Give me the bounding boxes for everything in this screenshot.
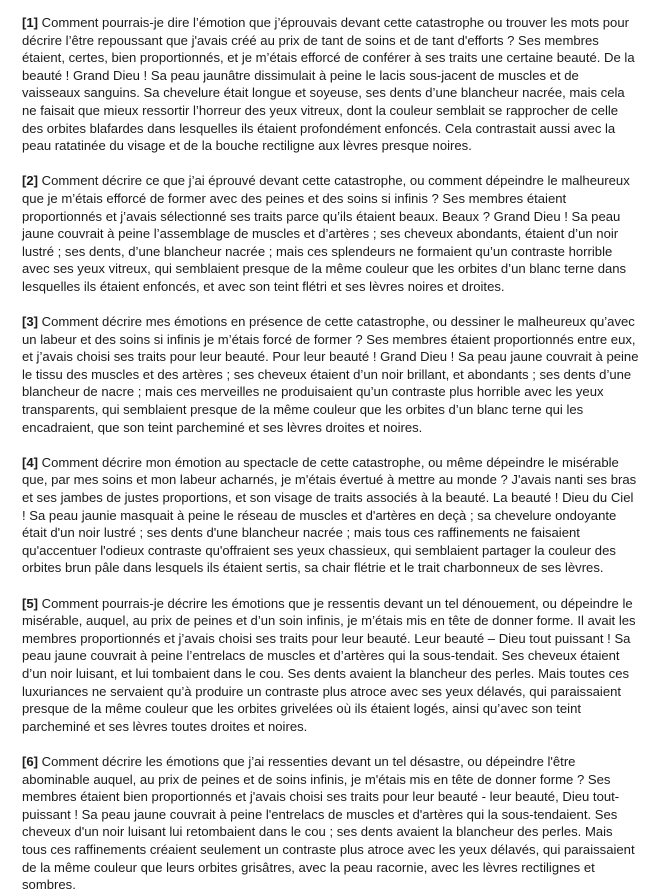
paragraph-2	[22, 172, 640, 295]
paragraph-number: [5]	[22, 595, 39, 611]
paragraph-text: Comment décrire mes émotions en présence de cette catastrophe, ou dessiner le malheureux qu’avec un labeur et des soins si infinis je m’étais forcé de former ? Ses membres étaient proportionnés entre eux, et j’avais choisi ses traits pour leur beauté. Pour leur beauté ! Grand Dieu ! Sa peau jaune couvrait à peine le tissu des muscles et des artères ; ses cheveux étaient d’un noir brillant, et abondants ; ses dents d’une blancheur de nacre ; mais ces merveilles ne produisaient qu’un contraste plus horrible avec les yeux transparents, qui semblaient presque de la même couleur que les orbites d’un blanc terne qui les encadraient, que son teint parcheminé et ses lèvres droites et noires.	[22, 314, 639, 435]
paragraph-number: [4]	[22, 454, 39, 470]
paragraph-6	[22, 753, 640, 894]
paragraph-1	[22, 14, 640, 155]
paragraph-number: [2]	[22, 173, 39, 189]
paragraph-text: Comment pourrais-je dire l’émotion que j’éprouvais devant cette catastrophe ou trouver les mots pour décrire l’être repoussant que j'avais créé au prix de tant de soins et de tant d'efforts ? Ses membres étaient, certes, bien proportionnés, et je m’étais efforcé de conférer à ses traits une certaine beauté. De la beauté ! Grand Dieu ! Sa peau jaunâtre dissimulait à peine le lacis sous-jacent de muscles et de vaisseaux sanguins. Sa chevelure était longue et soyeuse, ses dents d’une blancheur nacrée, mais cela ne faisait que mieux ressortir l’horreur des yeux vitreux, dont la couleur semblait se rapprocher de celle des orbites blafardes dans lesquelles ils étaient profondément enfoncés. Cela contrastait aussi avec la peau ratatinée du visage et de la bouche rectiligne aux lèvres presque noires.	[22, 15, 635, 154]
paragraph-5	[22, 595, 640, 736]
paragraph-text: Comment décrire les émotions que j’ai ressenties devant un tel désastre, ou dépeindre l'être abominable auquel, au prix de peines et de soins infinis, je m'étais mis en tête de donner forme ? Ses membres étaient bien proportionnés et j'avais choisi ses traits pour leur beauté - leur beauté, Dieu tout-puissant ! Sa peau jaune couvrait à peine l'entrelacs de muscles et d'artères qui la sous-tendaient. Ses cheveux d'un noir luisant lui retombaient dans le cou ; ses dents avaient la blancheur des perles. Mais tous ces raffinements créaient seulement un contraste plus atroce avec les yeux délavés, qui paraissaient de la même couleur que leurs orbites grisâtres, avec la peau racornie, avec les lèvres rectilignes et sombres.	[22, 753, 635, 893]
paragraph-text: Comment pourrais-je décrire les émotions que je ressentis devant un tel dénouement, ou dépeindre le misérable, auquel, au prix de peines et d’un soin infinis, je m’étais mis en tête de donner forme. Il avait les membres proportionnés et j’avais choisi ses traits pour leur beauté. Leur beauté – Dieu tout puissant ! Sa peau jaune couvrait à peine l’entrelacs de muscles et d’artères qui la sous-tendait. Ses cheveux étaient d’un noir luisant, et lui tombaient dans le cou. Ses dents avaient la blancheur des perles. Mais toutes ces luxuriances ne servaient qu’à produire un contraste plus atroce avec ses yeux délavés, qui paraissaient presque de la même couleur que les orbites grivelées où ils étaient logés, ainsi qu’avec son teint parcheminé et ses lèvres toutes droites et noires.	[22, 595, 636, 734]
paragraph-text: Comment décrire ce que j’ai éprouvé devant cette catastrophe, ou comment dépeindre le malheureux que je m’étais efforcé de former avec des peines et des soins si infinis ? Ses membres étaient proportionnés et j’avais sélectionné ses traits parce qu’ils étaient beaux. Beaux ? Grand Dieu ! Sa peau jaune couvrait à peine l’assemblage de muscles et d’artères ; ses cheveux abondants, étaient d’un noir lustré ; ses dents, d’une blancheur nacrée ; mais ces splendeurs ne formaient qu’un contraste horrible avec ses yeux vitreux, qui semblaient presque de la même couleur que les orbites d’un blanc terne dans lesquelles ils étaient enfoncés, et avec son teint flétri et ses lèvres noires et droites.	[22, 173, 630, 294]
paragraph-number: [1]	[22, 15, 39, 30]
paragraph-text: Comment décrire mon émotion au spectacle de cette catastrophe, ou même dépeindre le misérable que, par mes soins et mon labeur acharnés, je m'étais évertué à mettre au monde ? J'avais nanti ses bras et ses jambes de justes proportions, et son visage de traits associés à la beauté. La beauté ! Dieu du Ciel ! Sa peau jaunie masquait à peine le réseau de muscles et d'artères en deçà ; sa chevelure ondoyante était d'un noir lustré ; ses dents d'une blancheur nacrée ; mais tous ces raffinements ne faisaient qu'accentuer l'odieux contraste qu'offraient ses yeux chassieux, qui semblaient partager la couleur des orbites brun pâle dans lesquels ils étaient sertis, sa chair flétrie et le trait charbonneux de ses lèvres.	[22, 454, 637, 576]
paragraph-number: [6]	[22, 753, 39, 769]
paragraph-4	[22, 454, 640, 577]
paragraph-3	[22, 313, 640, 436]
paragraph-number: [3]	[22, 314, 39, 330]
